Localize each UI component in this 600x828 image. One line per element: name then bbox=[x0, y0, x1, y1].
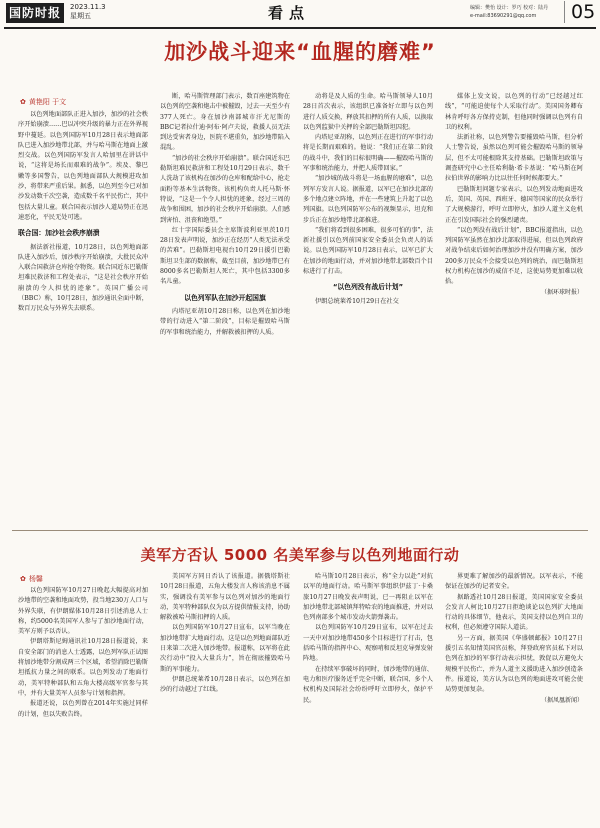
paragraph: “我们将看到很多困难，很多可怕的事”，法新社援引以色列前国家安全委员会负责人的话说。以色列国防军10月28日表示，以军已扩大在加沙的地面行动，并对加沙地带北部数百个目标进行了打击。 bbox=[303, 226, 433, 276]
paragraph: “加沙城的战斗将是一场血腥的磨难”，以色列军方发言人说。据报道，以军已在加沙北部的多个地点建立阵地，并在一些建筑上升起了以色列国旗。以色列国防军公布的视频显示，坦克和步兵正在加沙地带北部推进。 bbox=[303, 175, 433, 224]
byline-authors: 杨馨 bbox=[28, 575, 43, 583]
article-divider bbox=[12, 530, 588, 531]
issue-date: 2023.11.3 bbox=[70, 3, 106, 11]
article1-column-1 bbox=[18, 110, 148, 500]
staff-credits bbox=[470, 4, 548, 20]
issue-weekday: 星期五 bbox=[70, 12, 91, 20]
section-title: 看点 bbox=[268, 4, 311, 22]
article2-column-3 bbox=[303, 572, 433, 822]
paragraph: “加沙的社会秩序开始崩溃”。联合国近东巴勒斯坦难民救济和工程处10月29日表示，数千人洗劫了该机构在加沙的仓库和配给中心，抢走面粉等基本生活物资。该机构负责人托马斯·怀特说，“这是一个令人担忧的迹象，经过三周的战争和围困，加沙的社会秩序开始崩溃。人们感到害怕、沮丧和绝望。” bbox=[160, 154, 290, 224]
paragraph: 伊朗塔斯尼姆通讯社10月28日报道说，来自安全部门的消息人士透露，以色列军队正试图将加沙地带分割成两三个区域，希望消除巴勒斯坦抵抗力量之间的联系。以色列发动了地面行动，美军特种部队和五角大楼高级军官参与其中，并有大量美军人员参与计划和指挥。 bbox=[18, 638, 148, 697]
paragraph: 另一方面，据美国《华盛顿邮报》10月27日援引五名知情美国官员称，拜登政府官员私下对以色列在加沙的军事行动表示担忧，敦促以方避免大规模平民伤亡，并为人道主义援助进入加沙创造条件。报道说，美方认为以色列的地面进攻可能会使局势更加复杂。 bbox=[445, 634, 583, 694]
article1-subhead-1: 联合国：加沙社会秩序崩溃 bbox=[18, 229, 100, 238]
star-icon: ✿ bbox=[20, 98, 26, 106]
paragraph: 哈马斯10月28日表示，称“全力以赴”对抗以军的地面行动。哈马斯军事组织伊兹丁·卡桑旅10月27日晚发表声明说，已一再阻止以军在加沙地带北部城镇拜特哈农的地面推进，并对以色列南部多个城市发动火箭弹袭击。 bbox=[303, 573, 433, 622]
page-header bbox=[0, 0, 600, 26]
article1-column-3 bbox=[303, 92, 433, 500]
paragraph: 以色列国防军10月27日晚起大幅提高对加沙地带的空袭和地面攻势，投当地230万人口与外界失联，有伊朗媒体10月28日引述消息人士称，约5000名美国军人参与了加沙地面行动，美军方则予以否认。 bbox=[18, 587, 148, 636]
paragraph: 伊朗总统莱希10月29日在社交 bbox=[315, 297, 399, 305]
article1-subhead-2: 以色列军队在加沙开起国旗 bbox=[184, 293, 266, 302]
issue-date-block bbox=[70, 3, 106, 21]
paragraph: 美国军方同日否认了该报道。据俄塔斯社10月28日报道，五角大楼发言人称该消息不属实，强调没有美军参与以色列对加沙的地面行动，美军特种部队仅为以方提供情报支持，协助解救被哈马斯扣押的人质。 bbox=[160, 573, 290, 622]
byline-authors: 黄艳阳 于文 bbox=[28, 98, 67, 106]
paragraph: 据路透社10月28日报道，美国国家安全委员会发言人柯比10月27日拒绝谈论以色列扩大地面行动的具体细节，他表示，美国支持以色列自卫的权利，但必须遵守国际人道法。 bbox=[445, 593, 583, 632]
paragraph: 伊朗总统莱希10月28日表示，以色列在加沙的行动越过了红线。 bbox=[160, 675, 290, 694]
article2-headline: 美军方否认 5000 名美军参与以色列地面行动 bbox=[140, 546, 460, 564]
paragraph: 据法新社报道，10月28日，以色列地面部队进入加沙后，加沙秩序开始崩溃，大批民众冲入联合国救济仓库抢夺物资。联合国近东巴勒斯坦难民救济和工程处表示，“这是社会秩序开始崩溃的令人担忧的迹象”。英国广播公司（BBC）称，10月28日，加沙通讯全面中断，数百万民众与外界失去联系。 bbox=[18, 243, 148, 313]
article2-column-1 bbox=[18, 586, 148, 822]
paragraph: 以色列国防军10月27日宣布，以军当晚在加沙地带扩大地面行动。这是以色列地面部队近日来第二次进入加沙地带。报道称，以军将在此次行动中“投入大量兵力”，旨在彻底摧毁哈马斯的军事能力。 bbox=[160, 624, 290, 673]
article1-subhead-3: “以色列没有战后计划” bbox=[332, 283, 404, 292]
paragraph: 以色列地面部队正进入加沙，加沙的社会秩序开始崩溃……巴以冲突升级的暴力正在外界视野中蔓延。以色列国防军10月28日表示地面部队已进入加沙地带北部，并与哈马斯在地面上激烈交战。以色列国防军发言人哈加里在讲话中说，“这将是场长而艰难的战争”。埃及、黎巴嫩等多国警告，以色列地面部队大规模进攻加沙，将带来严重后果。据悉，以色列至今已对加沙发动数千次空袭，造成数千名平民伤亡，其中包括大量儿童。联合国表示加沙人道局势正在迅速恶化，平民无处可逃。 bbox=[18, 111, 148, 221]
paragraph: 界更难了解加沙的最新情况。以军表示，不能保证在加沙的记者安全。 bbox=[445, 573, 583, 591]
paragraph: “以色列没有战后计划”，BBC报道指出，以色列国防军虽然在加沙北部取得进展，但以色列政府对战争结束后如何治理加沙并没有明确方案，加沙200多万民众不会接受以色列的统治，而巴勒斯坦权力机构在加沙的威信不足，这使局势更加难以收拾。 bbox=[445, 226, 583, 286]
article1-headline: 加沙战斗迎来“血腥的磨难” bbox=[164, 40, 436, 64]
paragraph: 断，哈马斯管理部门表示，数百座建筑物在以色列的空袭和炮击中被摧毁，过去一天至少有377人死亡。身在加沙南部城市汗尤尼斯的BBC记者拉什迪·阿布·阿卢夫说，救援人员无法到达受害者身边，医院不堪重负，加沙地带陷入混乱。 bbox=[160, 93, 290, 152]
article2-column-2 bbox=[160, 572, 290, 822]
paragraph: 动将是及人质的生命。哈马斯领导人10月28日首次表示，该组织已准备好立即与以色列进行人质交换，释放其扣押的所有人质，以换取以色列监狱中关押的全部巴勒斯坦囚犯。 bbox=[303, 93, 433, 131]
article2-source: （据凤凰新闻） bbox=[540, 696, 583, 704]
paragraph: 红十字国际委员会主席斯波利亚里茨10月28日发表声明说，加沙正在经历“人类无法承受的苦难”。巴勒斯坦电视台10月29日援引巴勒斯坦卫生部的数据称，截至目前，加沙地带已有8000多名巴勒斯坦人死亡，其中包括3300多名儿童。 bbox=[160, 226, 290, 286]
paragraph: 媒体上发文说，以色列的行动“已经越过红线”，“可能迫使每个人采取行动”。美国国务卿布林肯呼吁各方保持克制，但他同时强调以色列有自卫的权利。 bbox=[445, 93, 583, 131]
article1-column-2 bbox=[160, 92, 290, 500]
paragraph: 内塔尼亚胡10月28日称，以色列在加沙地带的行动进入“第二阶段”，目标是摧毁哈马斯的军事和统治能力，并解救被扣押的人质。 bbox=[160, 307, 290, 336]
staff-line: 编辑：樊怡 设计：罗巧 校对：陆丹 bbox=[470, 5, 549, 11]
star-icon: ✿ bbox=[20, 575, 26, 583]
paragraph: 在持续军事破坏的同时，加沙地带的通信、电力和医疗服务近乎完全中断，联合国、多个人权机构及国际社会纷纷呼吁立即停火，保护平民。 bbox=[303, 665, 433, 704]
masthead-logo: 国防时报 bbox=[6, 3, 64, 23]
paragraph: 以色列国防军10月29日宣布，以军在过去一天中对加沙地带450多个目标进行了打击，包括哈马斯的指挥中心、观察哨和反坦克导弹发射阵地。 bbox=[303, 624, 433, 663]
page-number: 05 bbox=[564, 1, 595, 23]
article1-source: （据环球时报） bbox=[540, 288, 583, 296]
paragraph: 报道还说，以色列曾在2014年实施过同样的计划，但以失败告终。 bbox=[18, 700, 148, 718]
article2-byline bbox=[20, 574, 43, 584]
header-rule bbox=[4, 27, 596, 29]
paragraph: 内塔尼亚胡称，以色列正在进行的军事行动将是长期而艰难的。他说：“我们正在第二阶段的战斗中，我们的目标很明确——摧毁哈马斯的军事和统治能力，并把人质带回家。” bbox=[303, 134, 433, 173]
article1-column-4 bbox=[445, 92, 583, 500]
paragraph: 巴勒斯坦问题专家表示，以色列发动地面进攻后，美国、英国、西班牙、德国等国家的民众举行了大规模游行，呼吁立即停火，加沙人道主义危机正在引发国际社会的强烈谴责。 bbox=[445, 185, 583, 224]
contact-email[interactable]: e-mail:83690291@qq.com bbox=[470, 13, 537, 19]
paragraph: 法新社称，以色列警告要摧毁哈马斯，但分析人士警告说，虽然以色列可能会摧毁哈马斯的领导层，但不太可能根除其支持基础。巴勒斯坦政策与调查研究中心主任哈利勒·希卡基说：“哈马斯在阿拉伯世界的影响力比以往任何时候都要大。” bbox=[445, 134, 583, 183]
article2-column-4 bbox=[445, 572, 583, 822]
article1-byline bbox=[20, 97, 66, 107]
